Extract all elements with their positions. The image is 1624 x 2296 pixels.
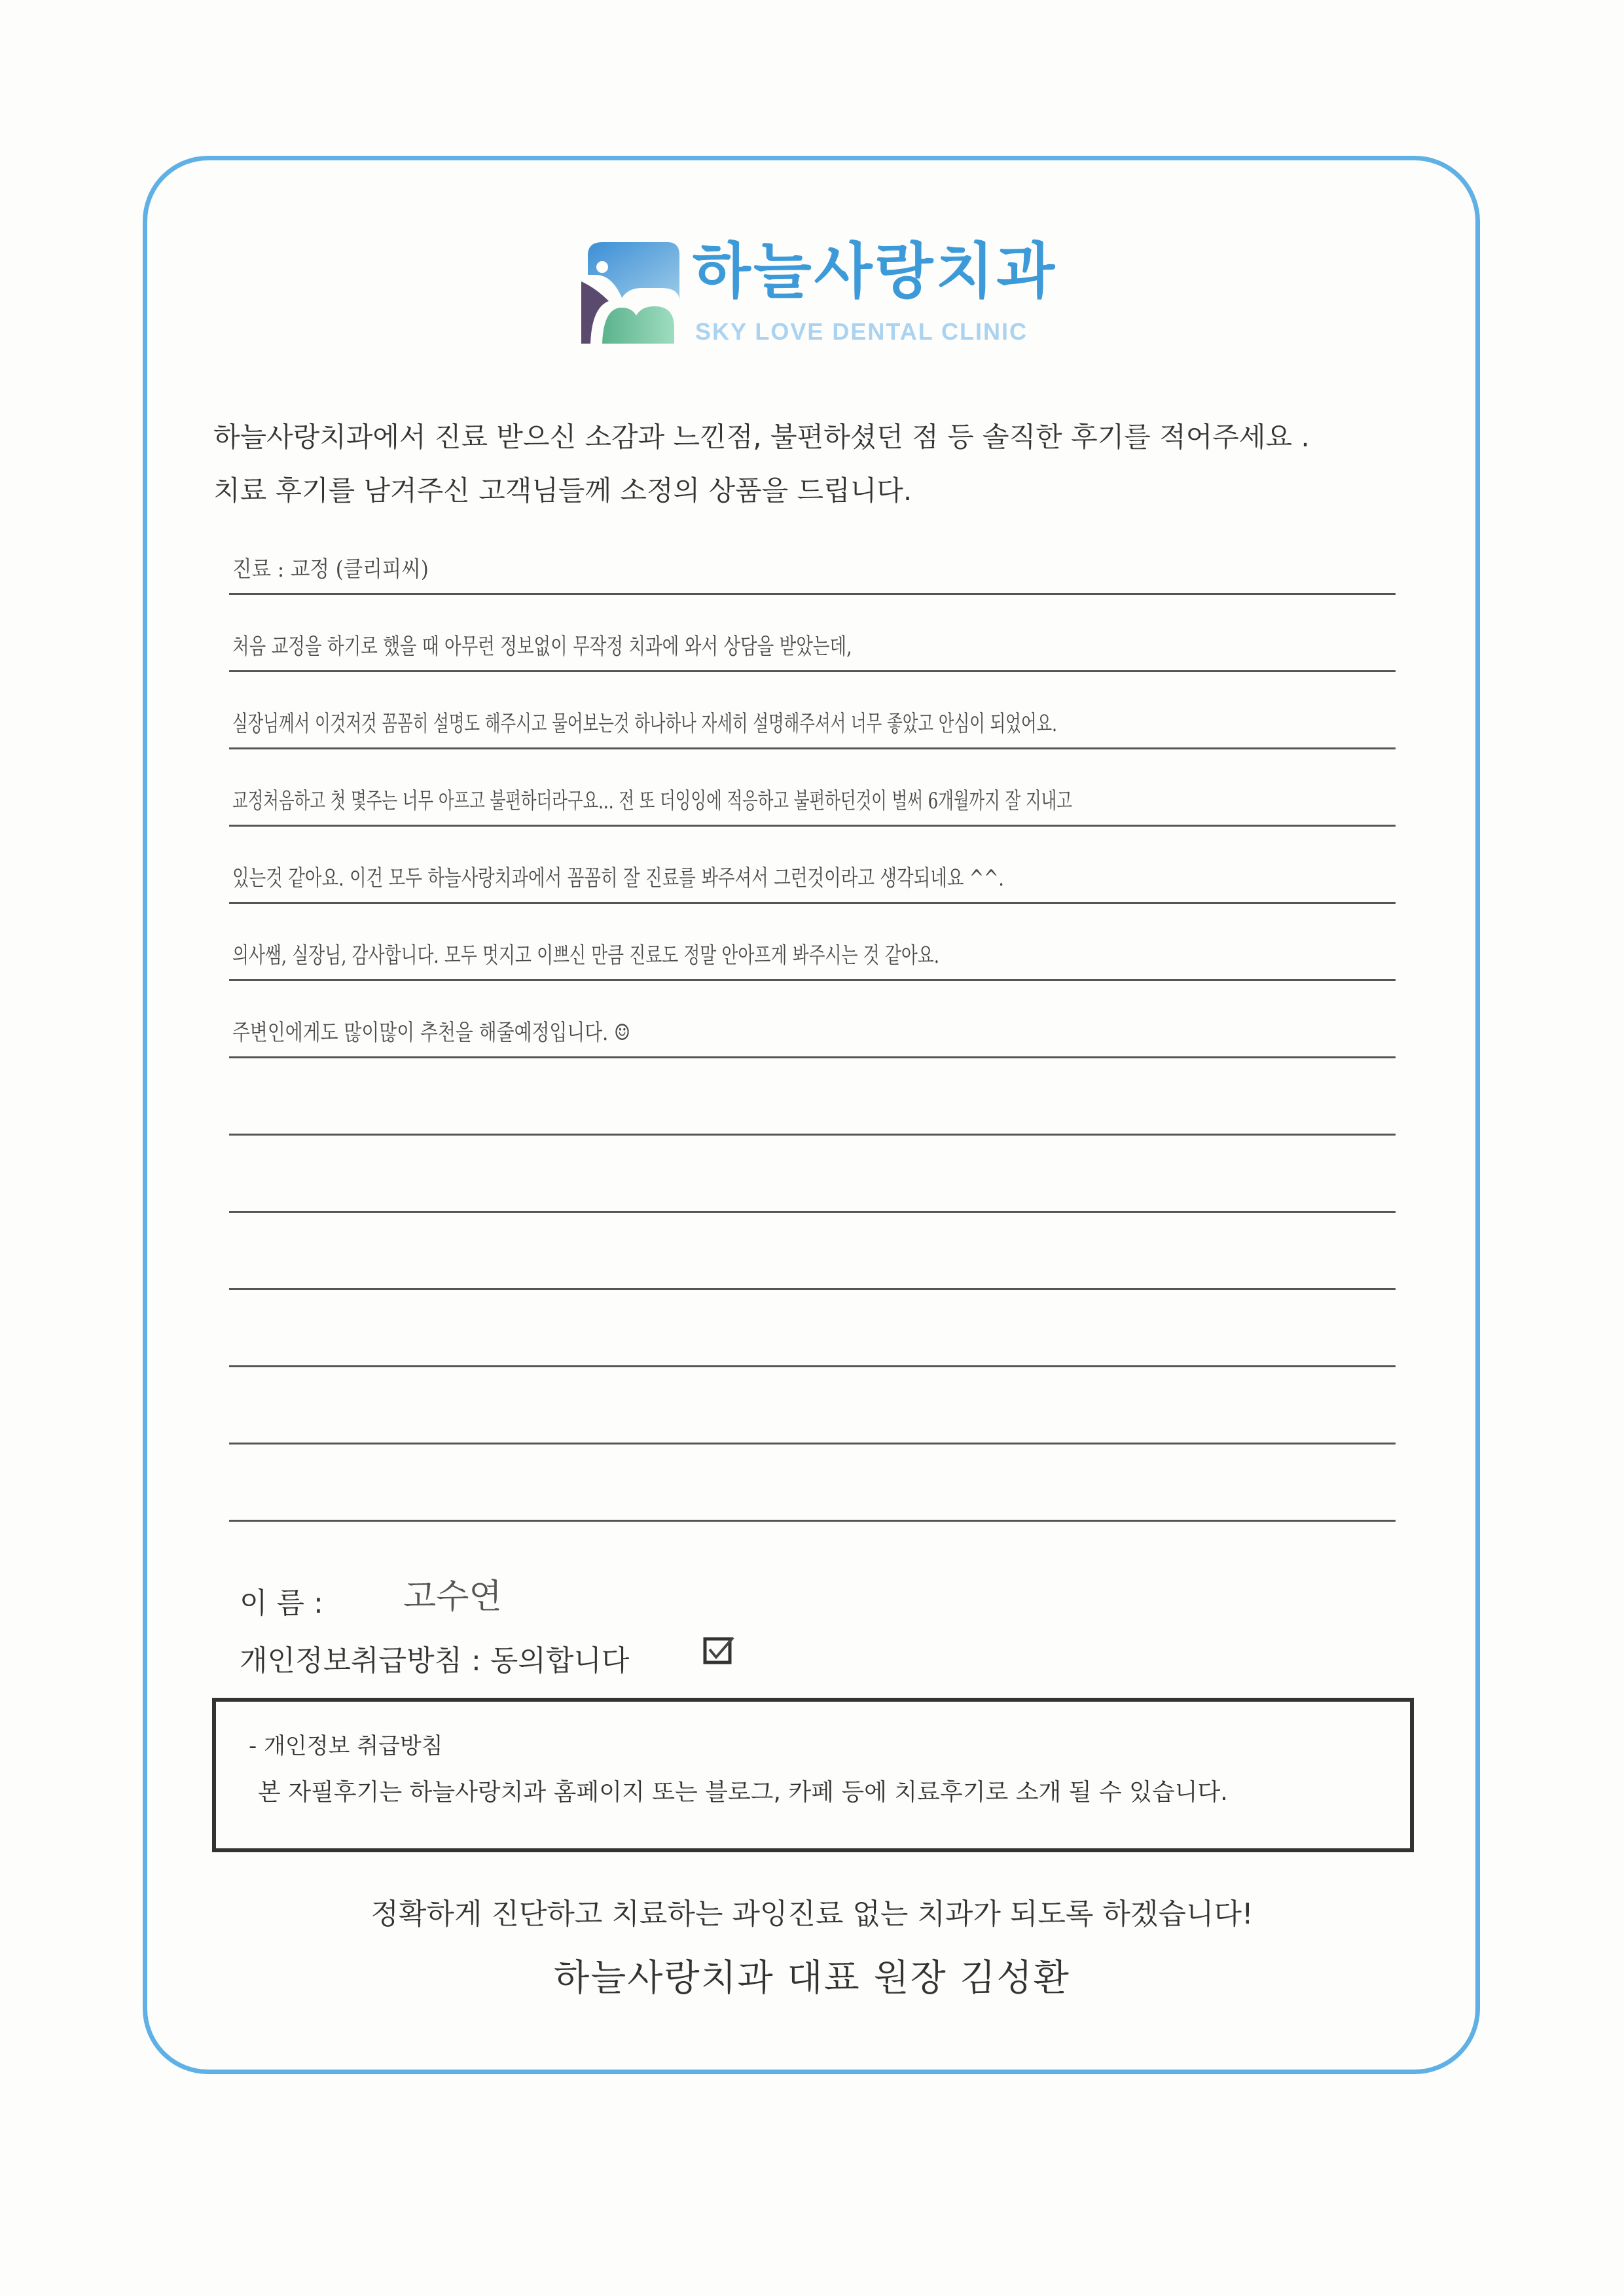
review-line-4: 교정처음하고 첫 몇주는 너무 아프고 불편하더라구요... 전 또 더잉잉에 적응하고 불편하던것이 벌써 6개월까지 잘 지내고 xyxy=(232,788,1072,814)
clinic-logo xyxy=(576,229,1058,353)
privacy-consent-label: 개인정보취급방침 : 동의합니다 xyxy=(240,1644,630,1677)
consent-checkbox-icon[interactable] xyxy=(703,1635,736,1665)
writing-line xyxy=(229,670,1396,672)
review-line-2: 처음 교정을 하기로 했을 때 아무런 정보없이 무작정 치과에 와서 상담을 받았는데, xyxy=(232,634,852,660)
writing-line xyxy=(229,979,1396,981)
intro-line-2: 치료 후기를 남겨주신 고객님들께 소정의 상품을 드립니다. xyxy=(213,475,912,507)
writing-line xyxy=(229,1211,1396,1213)
writing-line xyxy=(229,1056,1396,1058)
signature-name: 고수연 xyxy=(403,1577,502,1617)
writing-line xyxy=(229,593,1396,595)
review-line-6: 의사쌤, 실장님, 감사합니다. 모두 멋지고 이쁘신 만큼 진료도 정말 안아프게 봐주시는 것 같아요. xyxy=(232,942,939,969)
intro-line-1: 하늘사랑치과에서 진료 받으신 소감과 느낀점, 불편하셨던 점 등 솔직한 후기를 적어주세요 . xyxy=(213,421,1310,453)
privacy-notice-box xyxy=(212,1698,1414,1852)
writing-line xyxy=(229,1520,1396,1522)
closing-pledge: 정확하게 진단하고 치료하는 과잉진료 없는 치과가 되도록 하겠습니다! xyxy=(370,1897,1254,1931)
notice-title: - 개인정보 취급방침 xyxy=(249,1733,443,1759)
writing-line xyxy=(229,1365,1396,1367)
review-line-7: 주변인에게도 많이많이 추천을 해줄예정입니다. ☺ xyxy=(232,1020,630,1046)
writing-line xyxy=(229,1134,1396,1136)
writing-line xyxy=(229,1443,1396,1444)
tooth-logo-icon xyxy=(576,236,681,347)
clinic-name-english: SKY LOVE DENTAL CLINIC xyxy=(695,318,1028,345)
review-line-3: 실장님께서 이것저것 꼼꼼히 설명도 해주시고 물어보는것 하나하나 자세히 설명해주셔서 너무 좋았고 안심이 되었어요. xyxy=(232,711,1057,737)
writing-line xyxy=(229,825,1396,827)
review-line-5: 있는것 같아요. 이건 모두 하늘사랑치과에서 꼼꼼히 잘 진료를 봐주셔서 그런것이라고 생각되네요 ^^. xyxy=(232,865,1004,891)
director-signature-line: 하늘사랑치과 대표 원장 김성환 xyxy=(554,1957,1070,2000)
notice-body: 본 자필후기는 하늘사랑치과 홈페이지 또는 블로그, 카페 등에 치료후기로 소개 될 수 있습니다. xyxy=(258,1779,1228,1806)
name-label: 이 름 : xyxy=(240,1587,323,1620)
writing-line xyxy=(229,902,1396,904)
writing-line xyxy=(229,747,1396,749)
review-line-1: 진료 : 교정 (클리피씨) xyxy=(232,556,429,583)
writing-line xyxy=(229,1288,1396,1290)
clinic-name-korean: 하늘사랑치과 xyxy=(693,236,1058,306)
